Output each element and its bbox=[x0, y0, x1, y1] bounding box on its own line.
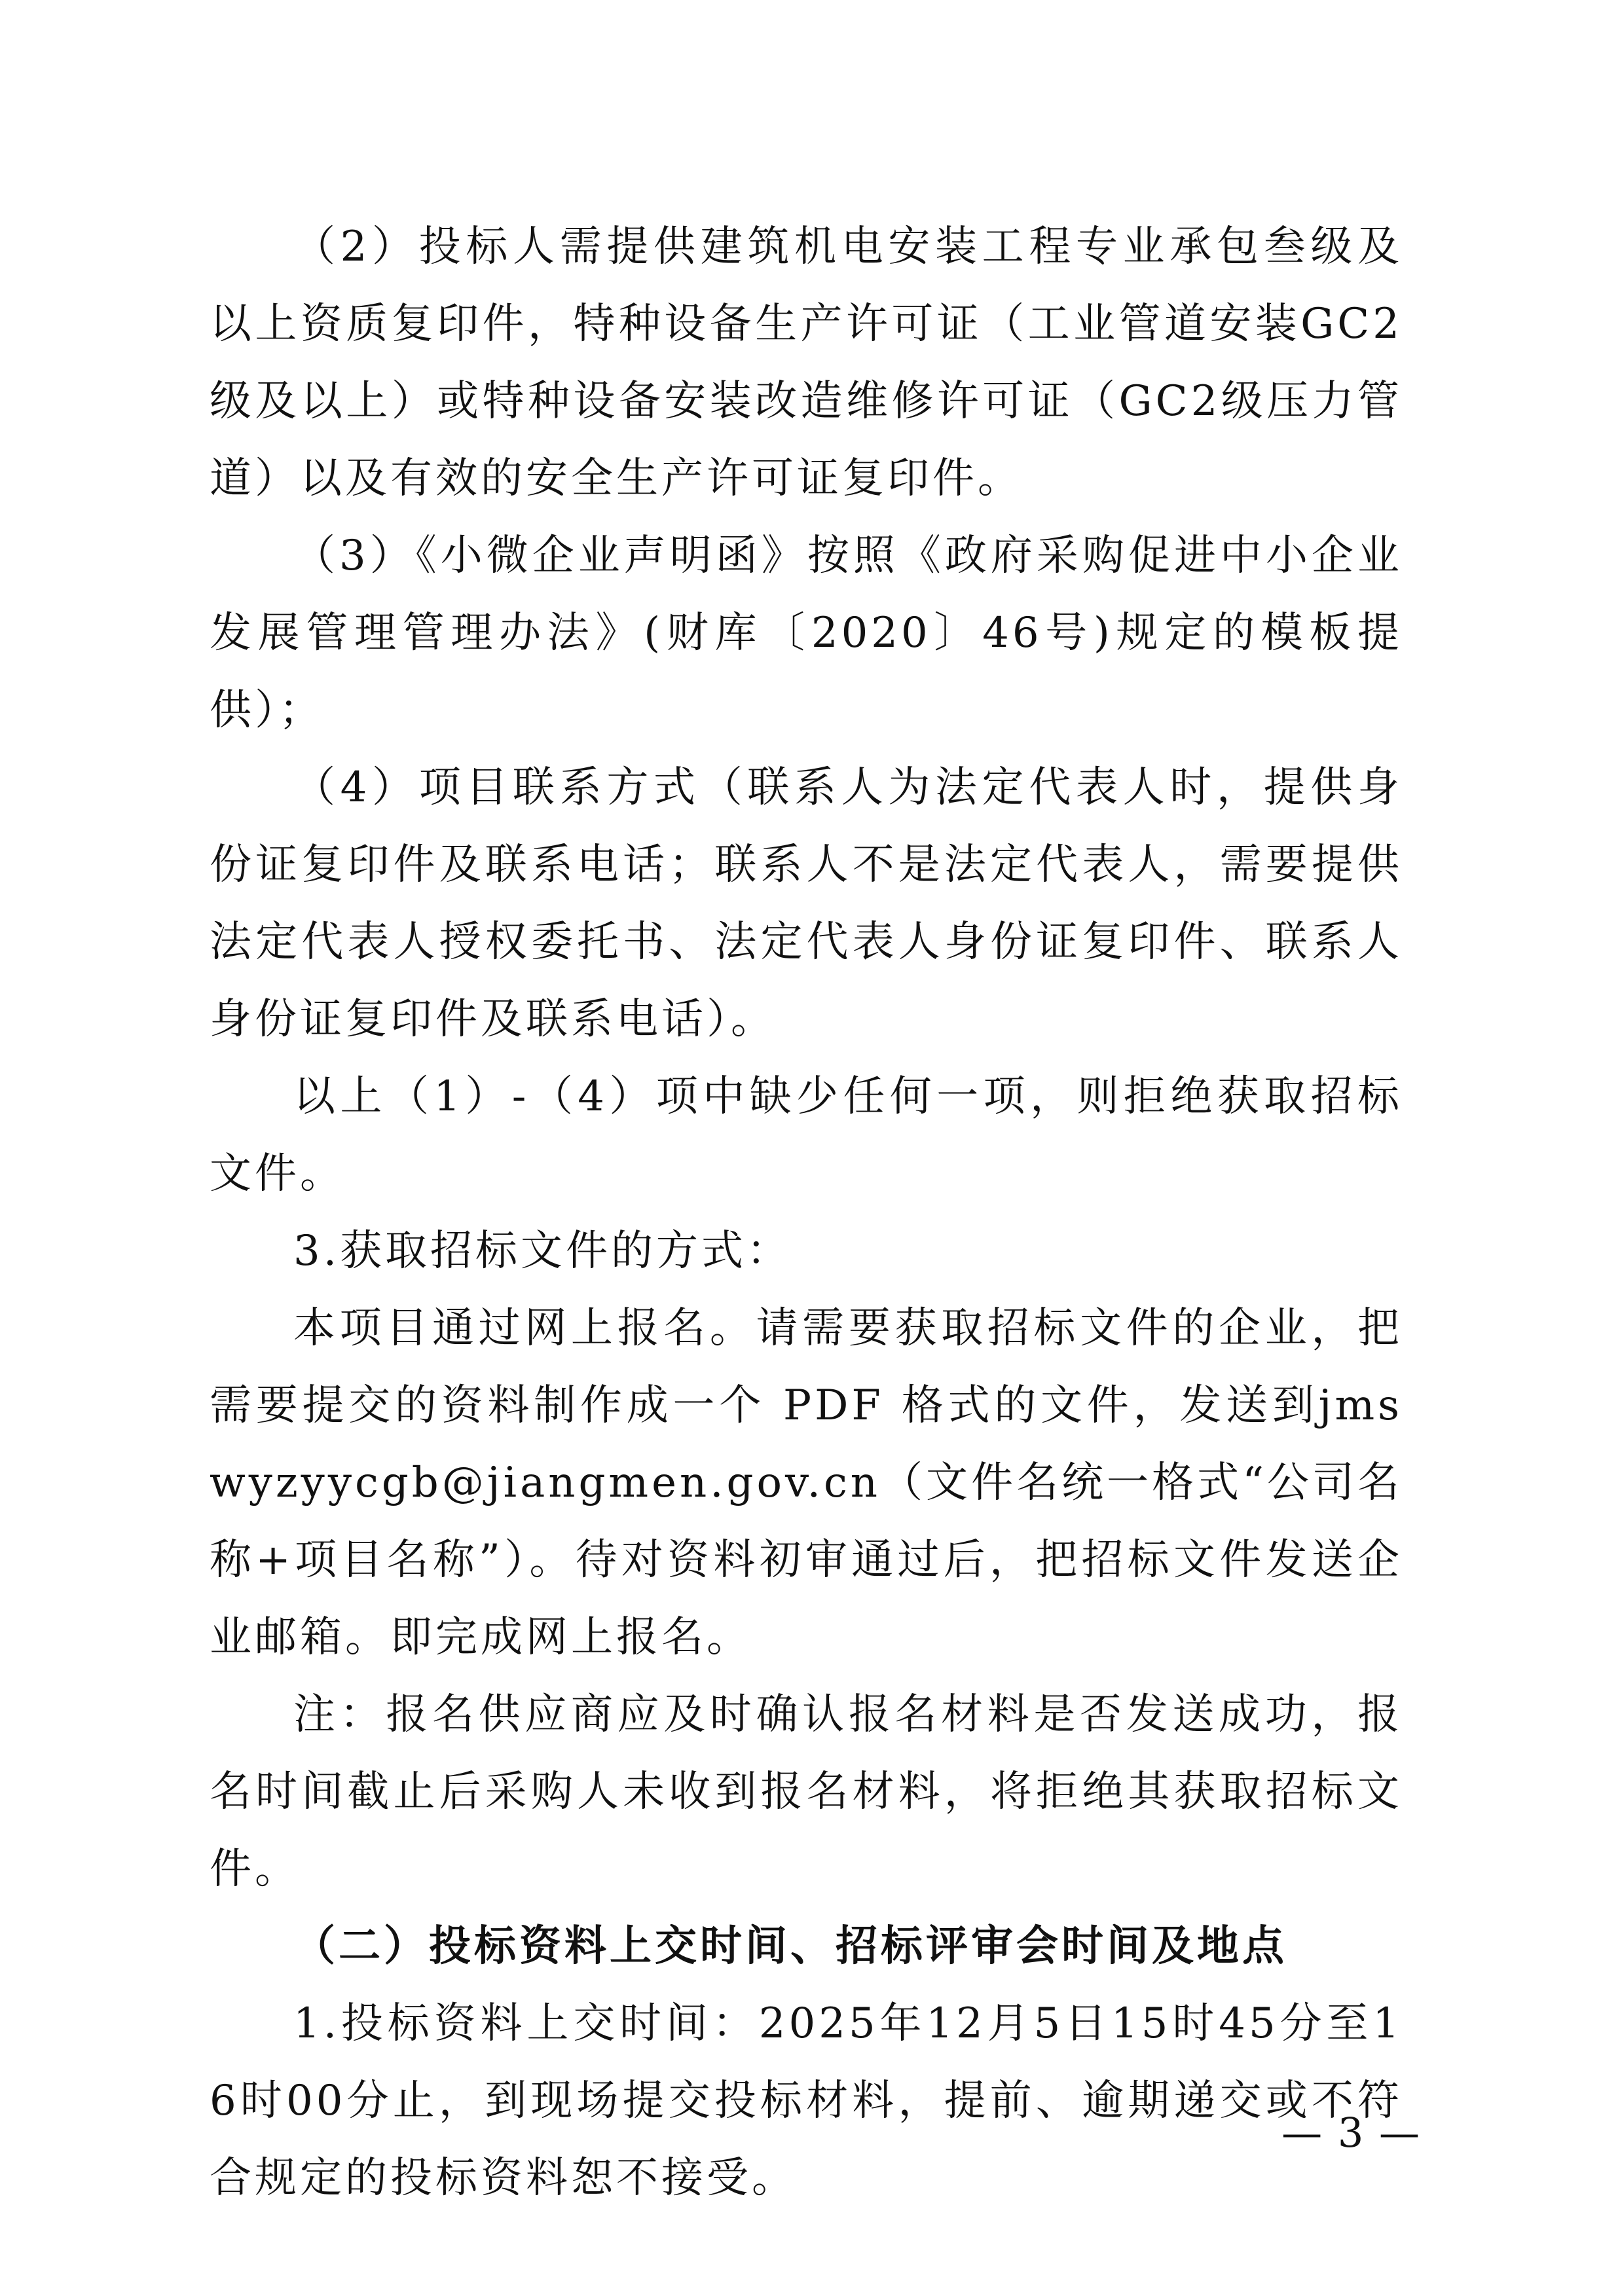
section-heading-submission-time: （二）投标资料上交时间、招标评审会时间及地点 bbox=[293, 1922, 1287, 1971]
section-heading-obtain-method: 3.获取招标文件的方式： bbox=[293, 1227, 792, 1275]
document-body bbox=[210, 208, 1403, 2217]
paragraph-submission-time: 1.投标资料上交时间：2025年12月5日15时45分至16时00分止，到现场提交投标材料，提前、逾期递交或不符合规定的投标资料恕不接受。 bbox=[210, 1999, 1403, 2202]
paragraph-sme-declaration: （3）《小微企业声明函》按照《政府采购促进中小企业发展管理管理办法》(财库〔2020〕46号)规定的模板提供）； bbox=[210, 532, 1403, 735]
page-number: — 3 — bbox=[1281, 2109, 1421, 2157]
paragraph-registration-note: 注：报名供应商应及时确认报名材料是否发送成功，报名时间截止后采购人未收到报名材料，将拒绝其获取招标文件。 bbox=[210, 1690, 1403, 1893]
paragraph-missing-items-rule: 以上（1）-（4）项中缺少任何一项，则拒绝获取招标文件。 bbox=[210, 1072, 1403, 1198]
paragraph-online-registration: 本项目通过网上报名。请需要获取招标文件的企业，把需要提交的资料制作成一个 PDF 格式的文件，发送到jmswyzyycgb@jiangmen.gov.cn（文件名统一格式“公司名称+项目名称”）。待对资料初审通过后，把招标文件发送企业邮箱。即完成网上报名。 bbox=[210, 1304, 1403, 1662]
paragraph-contact-method: （4）项目联系方式（联系人为法定代表人时，提供身份证复印件及联系电话；联系人不是法定代表人，需要提供法定代表人授权委托书、法定代表人身份证复印件、联系人身份证复印件及联系电话）。 bbox=[210, 763, 1403, 1044]
paragraph-qualification-certificates: （2）投标人需提供建筑机电安装工程专业承包叁级及以上资质复印件，特种设备生产许可证（工业管道安装GC2级及以上）或特种设备安装改造维修许可证（GC2级压力管道）以及有效的安全生产许可证复印件。 bbox=[210, 223, 1403, 503]
